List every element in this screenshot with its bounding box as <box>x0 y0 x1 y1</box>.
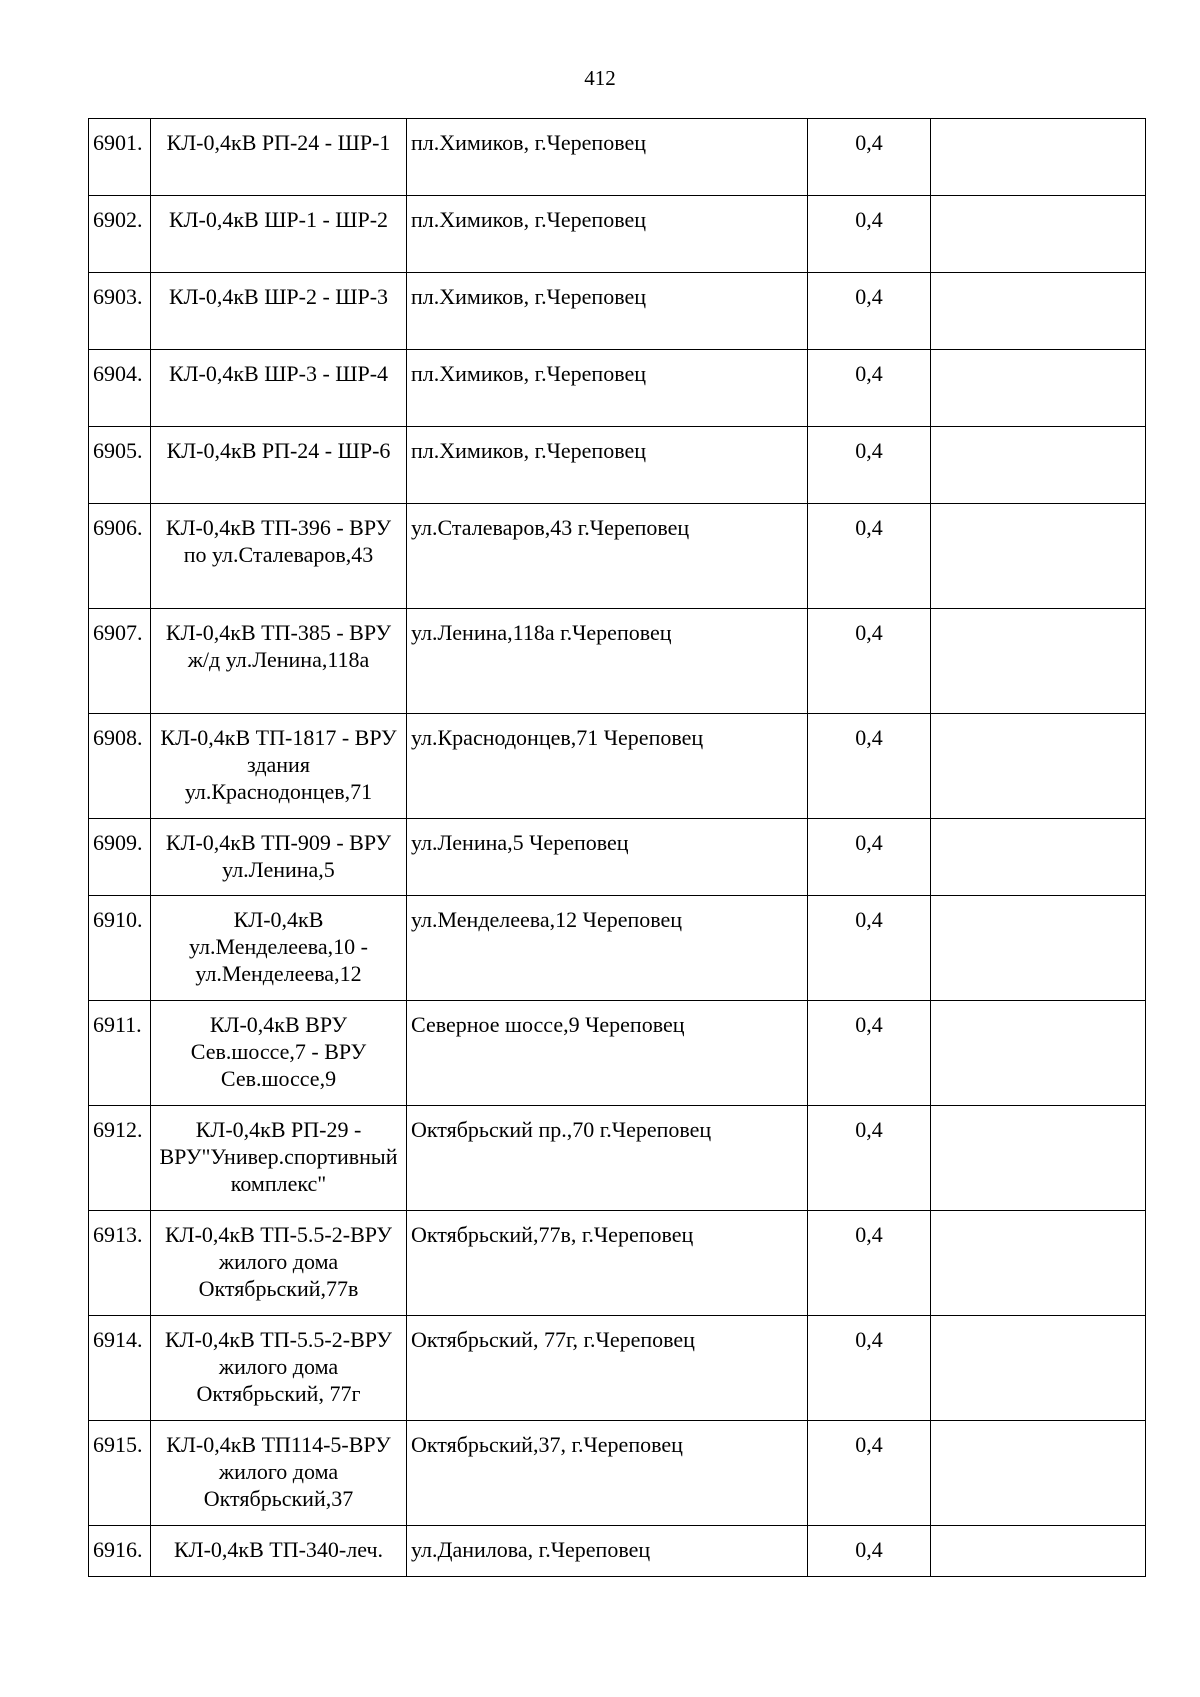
address-cell: ул.Сталеваров,43 г.Череповец <box>407 504 808 609</box>
line-name-cell: КЛ-0,4кВ ТП-5.5-2-ВРУ жилого дома Октябрьский, 77г <box>151 1316 407 1421</box>
extra-cell <box>931 896 1146 1001</box>
line-name-cell: КЛ-0,4кВ ТП-5.5-2-ВРУ жилого дома Октябрьский,77в <box>151 1211 407 1316</box>
extra-cell <box>931 427 1146 504</box>
table-row <box>89 714 1146 819</box>
row-number-cell: 6908. <box>89 714 151 819</box>
address-cell: ул.Данилова, г.Череповец <box>407 1526 808 1577</box>
row-number-cell: 6906. <box>89 504 151 609</box>
line-name-cell: КЛ-0,4кВ ТП-385 - ВРУ ж/д ул.Ленина,118а <box>151 609 407 714</box>
voltage-cell: 0,4 <box>808 427 931 504</box>
voltage-cell: 0,4 <box>808 896 931 1001</box>
table-body <box>89 119 1146 1577</box>
extra-cell <box>931 1316 1146 1421</box>
row-number-cell: 6904. <box>89 350 151 427</box>
voltage-cell: 0,4 <box>808 1001 931 1106</box>
line-name-cell: КЛ-0,4кВ ТП-1817 - ВРУ здания ул.Краснодонцев,71 <box>151 714 407 819</box>
row-number-cell: 6914. <box>89 1316 151 1421</box>
table-row <box>89 504 1146 609</box>
row-number-cell: 6913. <box>89 1211 151 1316</box>
table-row <box>89 896 1146 1001</box>
voltage-cell: 0,4 <box>808 504 931 609</box>
row-number-cell: 6911. <box>89 1001 151 1106</box>
table-row <box>89 609 1146 714</box>
address-cell: пл.Химиков, г.Череповец <box>407 196 808 273</box>
table-row <box>89 1526 1146 1577</box>
voltage-cell: 0,4 <box>808 196 931 273</box>
table-row <box>89 119 1146 196</box>
line-name-cell: КЛ-0,4кВ ШР-2 - ШР-3 <box>151 273 407 350</box>
address-cell: ул.Краснодонцев,71 Череповец <box>407 714 808 819</box>
address-cell: Октябрьский,77в, г.Череповец <box>407 1211 808 1316</box>
row-number-cell: 6902. <box>89 196 151 273</box>
table-row <box>89 196 1146 273</box>
line-name-cell: КЛ-0,4кВ ВРУ Сев.шоссе,7 - ВРУ Сев.шоссе,9 <box>151 1001 407 1106</box>
table-row <box>89 1421 1146 1526</box>
page-number: 412 <box>584 66 616 90</box>
extra-cell <box>931 819 1146 896</box>
voltage-cell: 0,4 <box>808 1421 931 1526</box>
extra-cell <box>931 1421 1146 1526</box>
line-name-cell: КЛ-0,4кВ РП-24 - ШР-1 <box>151 119 407 196</box>
address-cell: ул.Менделеева,12 Череповец <box>407 896 808 1001</box>
extra-cell <box>931 1106 1146 1211</box>
extra-cell <box>931 1526 1146 1577</box>
table-row <box>89 427 1146 504</box>
line-name-cell: КЛ-0,4кВ ШР-1 - ШР-2 <box>151 196 407 273</box>
address-cell: Октябрьский пр.,70 г.Череповец <box>407 1106 808 1211</box>
cable-lines-table <box>88 118 1146 1577</box>
extra-cell <box>931 273 1146 350</box>
row-number-cell: 6905. <box>89 427 151 504</box>
extra-cell <box>931 504 1146 609</box>
extra-cell <box>931 714 1146 819</box>
voltage-cell: 0,4 <box>808 609 931 714</box>
line-name-cell: КЛ-0,4кВ ТП-909 - ВРУ ул.Ленина,5 <box>151 819 407 896</box>
address-cell: пл.Химиков, г.Череповец <box>407 427 808 504</box>
voltage-cell: 0,4 <box>808 119 931 196</box>
voltage-cell: 0,4 <box>808 1211 931 1316</box>
row-number-cell: 6909. <box>89 819 151 896</box>
voltage-cell: 0,4 <box>808 1316 931 1421</box>
address-cell: пл.Химиков, г.Череповец <box>407 350 808 427</box>
row-number-cell: 6903. <box>89 273 151 350</box>
table-row <box>89 350 1146 427</box>
row-number-cell: 6916. <box>89 1526 151 1577</box>
extra-cell <box>931 1001 1146 1106</box>
row-number-cell: 6907. <box>89 609 151 714</box>
address-cell: ул.Ленина,118а г.Череповец <box>407 609 808 714</box>
line-name-cell: КЛ-0,4кВ ул.Менделеева,10 - ул.Менделеева,12 <box>151 896 407 1001</box>
extra-cell <box>931 196 1146 273</box>
extra-cell <box>931 609 1146 714</box>
line-name-cell: КЛ-0,4кВ РП-29 - ВРУ"Универ.спортивный комплекс" <box>151 1106 407 1211</box>
voltage-cell: 0,4 <box>808 1526 931 1577</box>
address-cell: ул.Ленина,5 Череповец <box>407 819 808 896</box>
address-cell: Северное шоссе,9 Череповец <box>407 1001 808 1106</box>
line-name-cell: КЛ-0,4кВ РП-24 - ШР-6 <box>151 427 407 504</box>
voltage-cell: 0,4 <box>808 273 931 350</box>
voltage-cell: 0,4 <box>808 1106 931 1211</box>
line-name-cell: КЛ-0,4кВ ТП-340-леч. <box>151 1526 407 1577</box>
address-cell: пл.Химиков, г.Череповец <box>407 273 808 350</box>
table-row <box>89 1211 1146 1316</box>
address-cell: Октябрьский,37, г.Череповец <box>407 1421 808 1526</box>
extra-cell <box>931 119 1146 196</box>
table-row <box>89 1316 1146 1421</box>
address-cell: пл.Химиков, г.Череповец <box>407 119 808 196</box>
row-number-cell: 6910. <box>89 896 151 1001</box>
line-name-cell: КЛ-0,4кВ ТП114-5-ВРУ жилого дома Октябрьский,37 <box>151 1421 407 1526</box>
line-name-cell: КЛ-0,4кВ ШР-3 - ШР-4 <box>151 350 407 427</box>
extra-cell <box>931 350 1146 427</box>
address-cell: Октябрьский, 77г, г.Череповец <box>407 1316 808 1421</box>
table-row <box>89 273 1146 350</box>
extra-cell <box>931 1211 1146 1316</box>
table-row <box>89 1106 1146 1211</box>
line-name-cell: КЛ-0,4кВ ТП-396 - ВРУ по ул.Сталеваров,43 <box>151 504 407 609</box>
voltage-cell: 0,4 <box>808 819 931 896</box>
table-row <box>89 1001 1146 1106</box>
row-number-cell: 6901. <box>89 119 151 196</box>
row-number-cell: 6915. <box>89 1421 151 1526</box>
table-row <box>89 819 1146 896</box>
row-number-cell: 6912. <box>89 1106 151 1211</box>
voltage-cell: 0,4 <box>808 350 931 427</box>
voltage-cell: 0,4 <box>808 714 931 819</box>
